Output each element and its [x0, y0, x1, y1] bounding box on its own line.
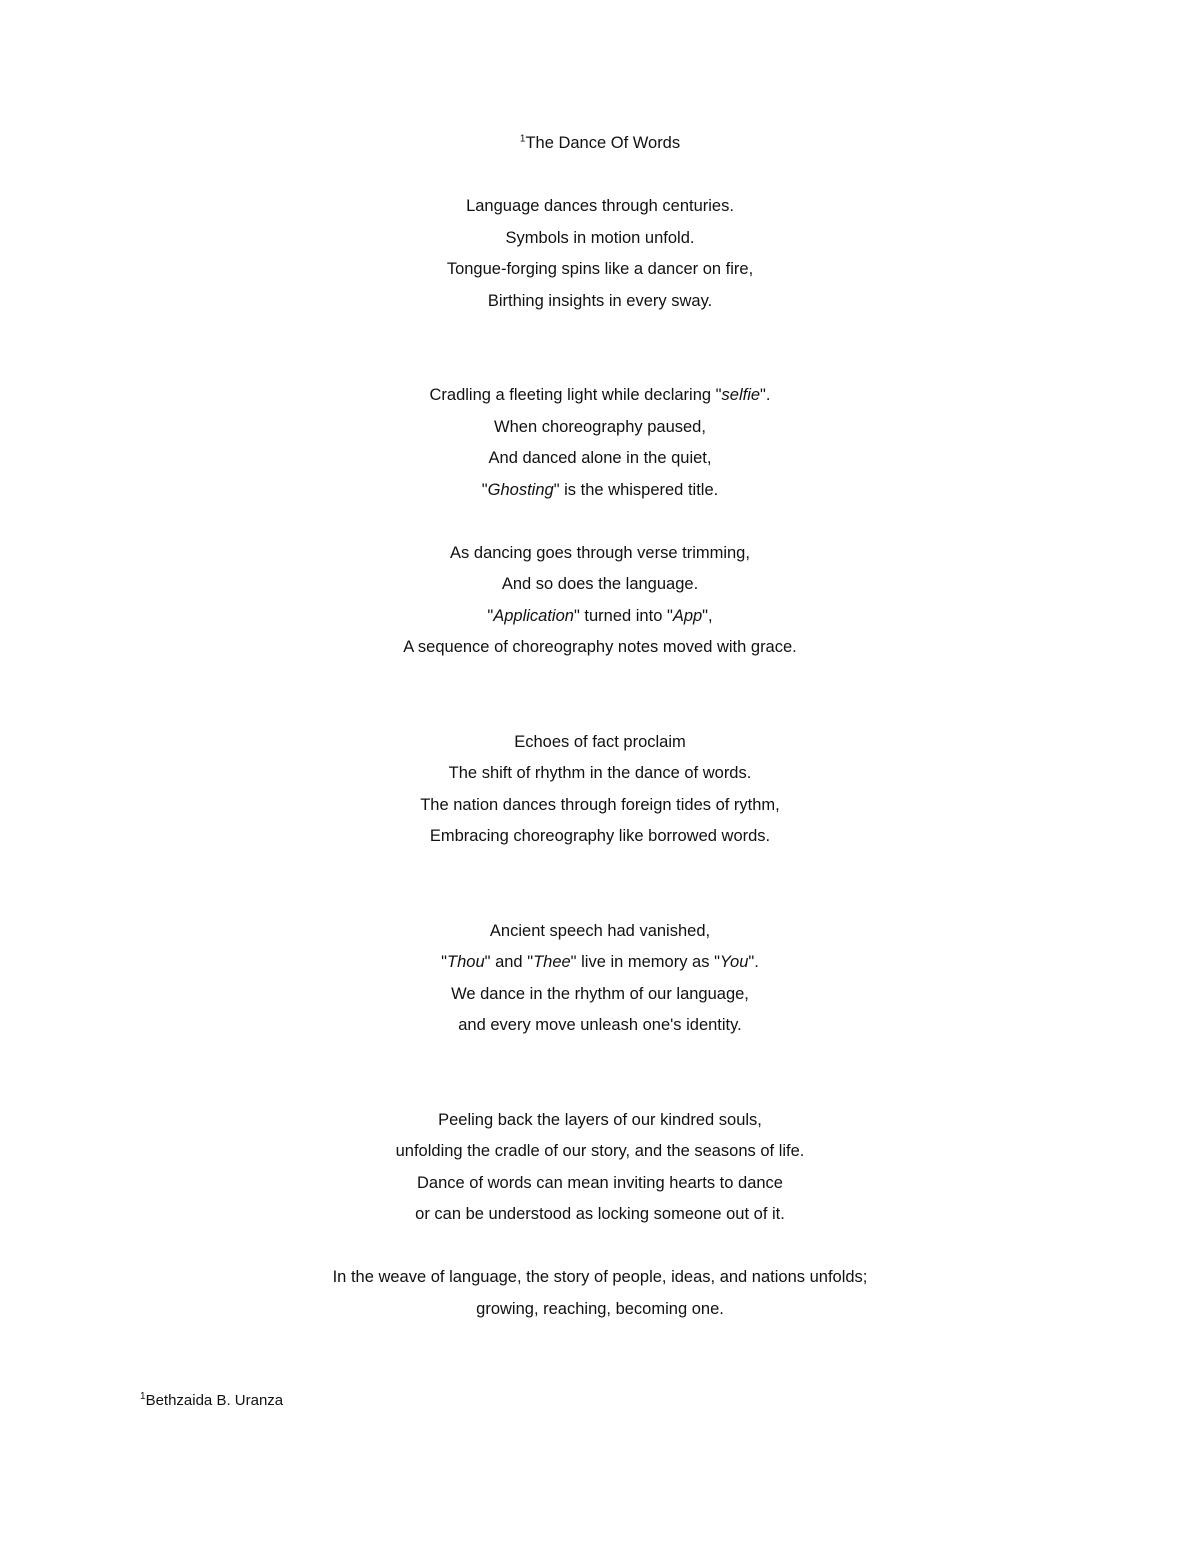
poem-line: And danced alone in the quiet, [488, 449, 712, 467]
spacer [0, 664, 1200, 727]
poem-line: or can be understood as locking someone out of it. [415, 1205, 785, 1223]
line-text: " [441, 953, 448, 971]
line-text: " [481, 480, 488, 499]
line-text: " and " [484, 953, 534, 971]
line-text: " is the whispered title. [553, 480, 719, 499]
spacer [0, 1042, 1200, 1105]
footnote-reference-marker: 1 [519, 133, 526, 145]
poem-line: And so does the language. [501, 575, 699, 593]
spacer [0, 317, 1200, 380]
stanza-5 [0, 916, 1200, 1042]
poem-line [0, 601, 1200, 633]
poem-line [0, 380, 1200, 412]
poem-line: When choreography paused, [494, 417, 706, 436]
poem-line [0, 475, 1200, 507]
line-text: ", [702, 606, 713, 625]
italic-word: Thee [533, 953, 571, 971]
poem-line: Ancient speech had vanished, [489, 921, 711, 940]
footnote-author: Bethzaida B. Uranza [145, 1392, 284, 1409]
poem-line: Echoes of fact proclaim [514, 732, 686, 751]
italic-word: You [719, 953, 749, 971]
poem-line: In the weave of language, the story of people, ideas, and nations unfolds; [332, 1268, 868, 1286]
poem-line: unfolding the cradle of our story, and the seasons of life. [395, 1142, 805, 1160]
stanza-7 [0, 1262, 1200, 1325]
stanza-4 [0, 727, 1200, 853]
line-text: " live in memory as " [570, 953, 720, 971]
stanza-2 [0, 380, 1200, 506]
stanza-1 [0, 191, 1200, 317]
poem-line: Tongue-forging spins like a dancer on fire, [446, 260, 754, 278]
poem-line: The shift of rhythm in the dance of words. [448, 764, 752, 782]
stanza-6 [0, 1105, 1200, 1231]
poem-line: growing, reaching, becoming one. [476, 1299, 724, 1318]
line-text: ". [760, 386, 771, 404]
poem-line: and every move unleash one's identity. [458, 1016, 742, 1034]
line-text: Cradling a fleeting light while declaring " [429, 386, 722, 404]
italic-word: Ghosting [487, 480, 554, 499]
italic-word: selfie [721, 386, 761, 404]
poem [0, 128, 1200, 1325]
poem-line: Language dances through centuries. [466, 197, 734, 215]
poem-line: Embracing choreography like borrowed words. [429, 827, 771, 845]
spacer [0, 853, 1200, 916]
poem-line: The nation dances through foreign tides of rythm, [420, 795, 780, 814]
footnote [140, 1390, 283, 1412]
spacer [0, 506, 1200, 538]
line-text: " [487, 606, 494, 625]
poem-line [0, 947, 1200, 979]
poem-line: Peeling back the layers of our kindred souls, [438, 1110, 762, 1129]
poem-line: Symbols in motion unfold. [505, 228, 695, 247]
footnote-marker: 1 [140, 1391, 146, 1402]
italic-word: Application [493, 606, 574, 625]
line-text: " turned into " [573, 606, 673, 625]
spacer [0, 1231, 1200, 1263]
poem-title [0, 128, 1200, 160]
poem-line: We dance in the rhythm of our language, [451, 984, 749, 1003]
italic-word: App [672, 606, 703, 625]
italic-word: Thou [447, 953, 485, 971]
poem-title-text: The Dance Of Words [525, 134, 681, 152]
line-text: ". [748, 953, 759, 971]
poem-line: Dance of words can mean inviting hearts to dance [417, 1173, 783, 1192]
poem-line: A sequence of choreography notes moved with grace. [403, 638, 797, 656]
poem-line: As dancing goes through verse trimming, [450, 543, 750, 562]
stanza-3 [0, 538, 1200, 664]
spacer [0, 160, 1200, 192]
poem-line: Birthing insights in every sway. [487, 291, 713, 310]
